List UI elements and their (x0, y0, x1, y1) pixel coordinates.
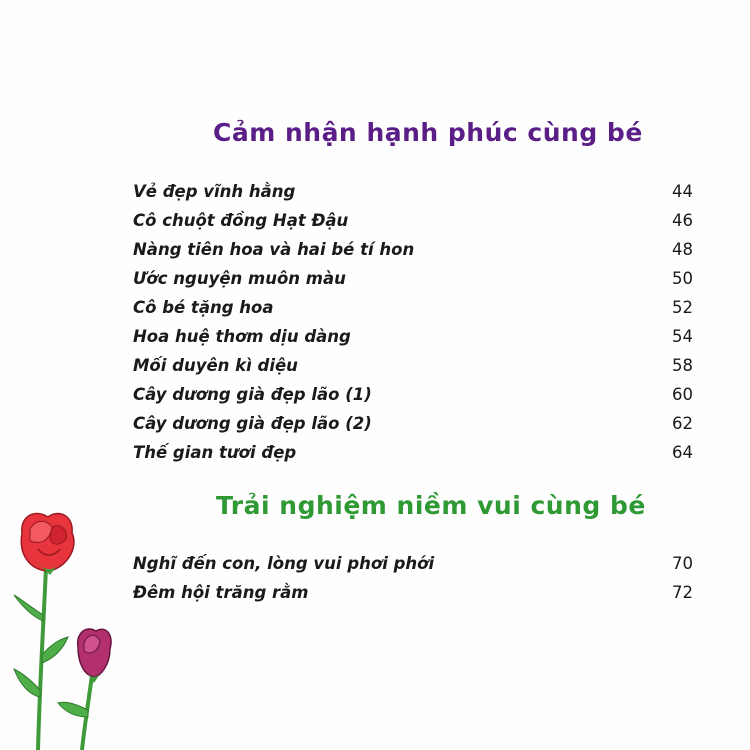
toc-entry[interactable] (133, 549, 693, 578)
toc-entry[interactable] (133, 578, 693, 607)
toc-entry-title: Hoa huệ thơm dịu dàng (133, 327, 351, 346)
section-title-1: Cảm nhận hạnh phúc cùng bé (213, 118, 643, 147)
toc-entry-title: Nàng tiên hoa và hai bé tí hon (133, 240, 415, 259)
toc-entry-title: Đêm hội trăng rằm (133, 583, 309, 602)
toc-entry-page: 50 (672, 269, 693, 288)
toc-entry[interactable] (133, 409, 693, 438)
toc-entry-page: 58 (672, 356, 693, 375)
toc-entry-title: Ước nguyện muôn màu (133, 269, 346, 288)
rose-leaf (42, 637, 68, 663)
toc-entry-page: 70 (672, 554, 693, 573)
toc-entry-title: Cây dương già đẹp lão (2) (133, 414, 372, 433)
toc-entry-page: 54 (672, 327, 693, 346)
toc-entry-page: 46 (672, 211, 693, 230)
toc-entry-title: Vẻ đẹp vĩnh hằng (133, 182, 296, 201)
toc-entry-title: Thế gian tươi đẹp (133, 443, 297, 462)
toc-list-2 (133, 549, 693, 607)
toc-entry[interactable] (133, 235, 693, 264)
toc-entry-title: Cô bé tặng hoa (133, 298, 274, 317)
toc-entry-page: 72 (672, 583, 693, 602)
toc-entry[interactable] (133, 322, 693, 351)
toc-entry-title: Nghĩ đến con, lòng vui phơi phới (133, 554, 435, 573)
rose-leaf (58, 702, 88, 717)
rose-illustration-icon (0, 505, 130, 750)
toc-entry-page: 64 (672, 443, 693, 462)
toc-entry[interactable] (133, 206, 693, 235)
toc-entry[interactable] (133, 177, 693, 206)
toc-entry-page: 60 (672, 385, 693, 404)
toc-entry-page: 48 (672, 240, 693, 259)
toc-entry[interactable] (133, 438, 693, 467)
toc-entry[interactable] (133, 264, 693, 293)
toc-entry-page: 52 (672, 298, 693, 317)
toc-entry[interactable] (133, 380, 693, 409)
toc-entry-title: Cô chuột đồng Hạt Đậu (133, 211, 349, 230)
purple-rose-icon (78, 629, 111, 683)
toc-entry-title: Mối duyên kì diệu (133, 356, 298, 375)
toc-entry[interactable] (133, 293, 693, 322)
toc-entry-page: 44 (672, 182, 693, 201)
toc-entry[interactable] (133, 351, 693, 380)
toc-entry-title: Cây dương già đẹp lão (1) (133, 385, 372, 404)
rose-leaf (14, 669, 40, 697)
toc-entry-page: 62 (672, 414, 693, 433)
section-title-2: Trải nghiệm niềm vui cùng bé (216, 491, 646, 520)
rose-leaf (14, 595, 43, 621)
red-rose-icon (21, 514, 74, 575)
toc-list-1 (133, 177, 693, 467)
